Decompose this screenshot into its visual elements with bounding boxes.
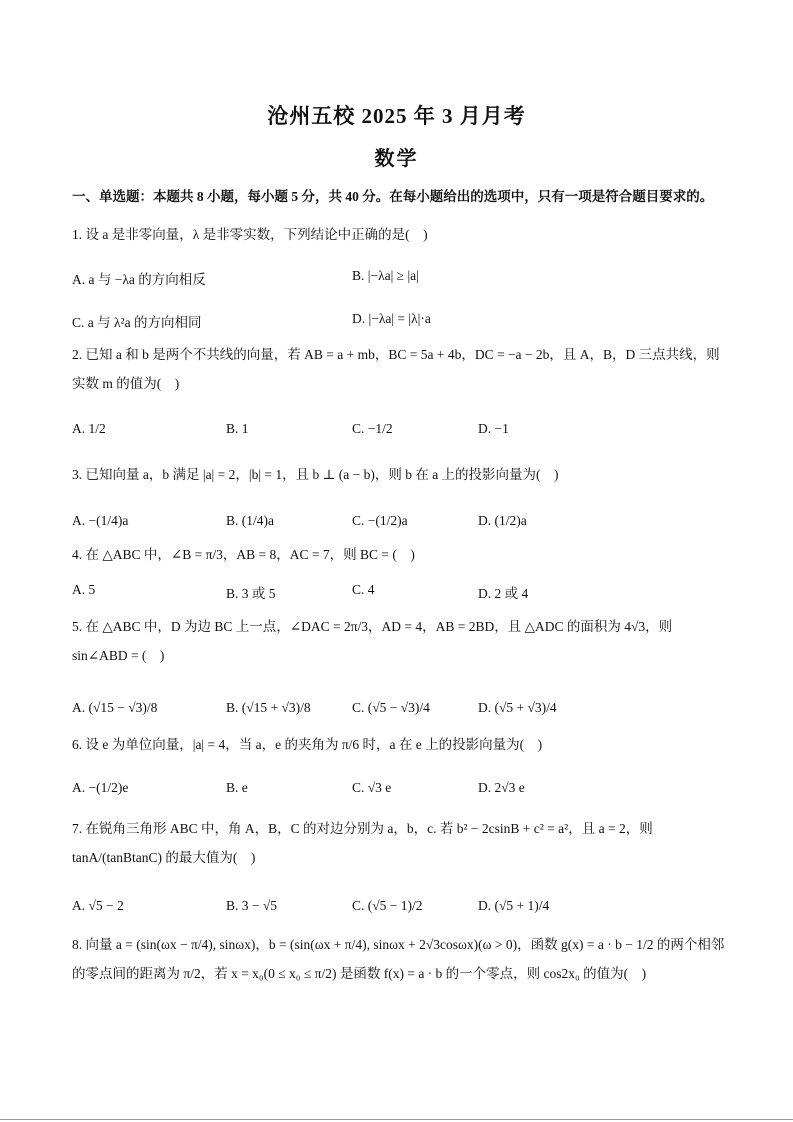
q1-option-d: D. |−λa| = |λ|·a xyxy=(352,311,431,326)
q2-option-b: B. 1 xyxy=(226,421,249,436)
q3-option-d: D. (1/2)a xyxy=(478,513,527,528)
q4-option-d: D. 2 或 4 xyxy=(478,586,529,601)
q5-option-c: C. (√5 − √3)/4 xyxy=(352,700,430,715)
q2-option-a: A. 1/2 xyxy=(72,421,106,436)
q2-option-d: D. −1 xyxy=(478,421,509,436)
question-5-stem: 5. 在 △ABC 中，D 为边 BC 上一点，∠DAC = 2π/3，AD = 4，AB = 2BD，且 △ADC 的面积为 4√3，则 sin∠ABD = ( ) xyxy=(72,619,673,663)
q1-option-a: A. a 与 −λa 的方向相反 xyxy=(72,272,206,287)
q1-option-b: B. |−λa| ≥ |a| xyxy=(352,268,419,283)
q5-option-a: A. (√15 − √3)/8 xyxy=(72,700,158,715)
q5-option-d: D. (√5 + √3)/4 xyxy=(478,700,557,715)
q4-option-a: A. 5 xyxy=(72,582,96,597)
q6-option-d: D. 2√3 e xyxy=(478,780,525,795)
question-4-stem: 4. 在 △ABC 中，∠B = π/3，AB = 8，AC = 7，则 BC = ( ) xyxy=(72,547,415,562)
question-6-stem: 6. 设 e 为单位向量，|a| = 4，当 a，e 的夹角为 π/6 时，a 在 e 上的投影向量为( ) xyxy=(72,737,543,752)
question-3-stem: 3. 已知向量 a，b 满足 |a| = 2，|b| = 1，且 b ⊥ (a − b)，则 b 在 a 上的投影向量为( ) xyxy=(72,467,559,482)
question-1-stem: 1. 设 a 是非零向量，λ 是非零实数，下列结论中正确的是( ) xyxy=(72,227,428,242)
q3-option-b: B. (1/4)a xyxy=(226,513,274,528)
question-7-stem: 7. 在锐角三角形 ABC 中，角 A，B，C 的对边分别为 a，b，c. 若 b² − 2csinB + c² = a²，且 a = 2，则 tanA/(tanBtanC) 的最大值为( ) xyxy=(72,821,653,865)
q7-option-a: A. √5 − 2 xyxy=(72,898,124,913)
question-8-stem: 8. 向量 a = (sin(ωx − π/4), sinωx)，b = (sin(ωx + π/4), sinωx + 2√3cosωx)(ω > 0)，函数 g(x) = a · b − 1/2 的两个相邻的零点间的距离为 π/2，若 x = x₀(0 ≤ x₀ ≤ π/2) 是函数 f(x) = a · b 的一个零点，则 cos2x₀ 的值为( ) xyxy=(72,937,725,981)
q6-option-a: A. −(1/2)e xyxy=(72,780,129,795)
q6-option-c: C. √3 e xyxy=(352,780,392,795)
page-bottom-rule xyxy=(0,1119,793,1120)
exam-title: 沧州五校 2025 年 3 月月考 xyxy=(267,104,526,128)
subject-title: 数学 xyxy=(374,148,419,170)
q5-option-b: B. (√15 + √3)/8 xyxy=(226,700,311,715)
q2-option-c: C. −1/2 xyxy=(352,421,393,436)
q4-option-c: C. 4 xyxy=(352,582,375,597)
q1-option-c: C. a 与 λ²a 的方向相同 xyxy=(72,315,202,330)
q7-option-c: C. (√5 − 1)/2 xyxy=(352,898,423,913)
q6-option-b: B. e xyxy=(226,780,248,795)
q7-option-d: D. (√5 + 1)/4 xyxy=(478,898,550,913)
q7-option-b: B. 3 − √5 xyxy=(226,898,278,913)
q3-option-c: C. −(1/2)a xyxy=(352,513,408,528)
question-2-stem: 2. 已知 a 和 b 是两个不共线的向量，若 AB = a + mb，BC = 5a + 4b，DC = −a − 2b，且 A，B，D 三点共线，则实数 m 的值为( ) xyxy=(72,347,720,391)
q4-option-b: B. 3 或 5 xyxy=(226,586,276,601)
section-header: 一、单选题：本题共 8 小题，每小题 5 分，共 40 分。在每小题给出的选项中，只有一项是符合题目要求的。 xyxy=(72,189,714,204)
q3-option-a: A. −(1/4)a xyxy=(72,513,129,528)
